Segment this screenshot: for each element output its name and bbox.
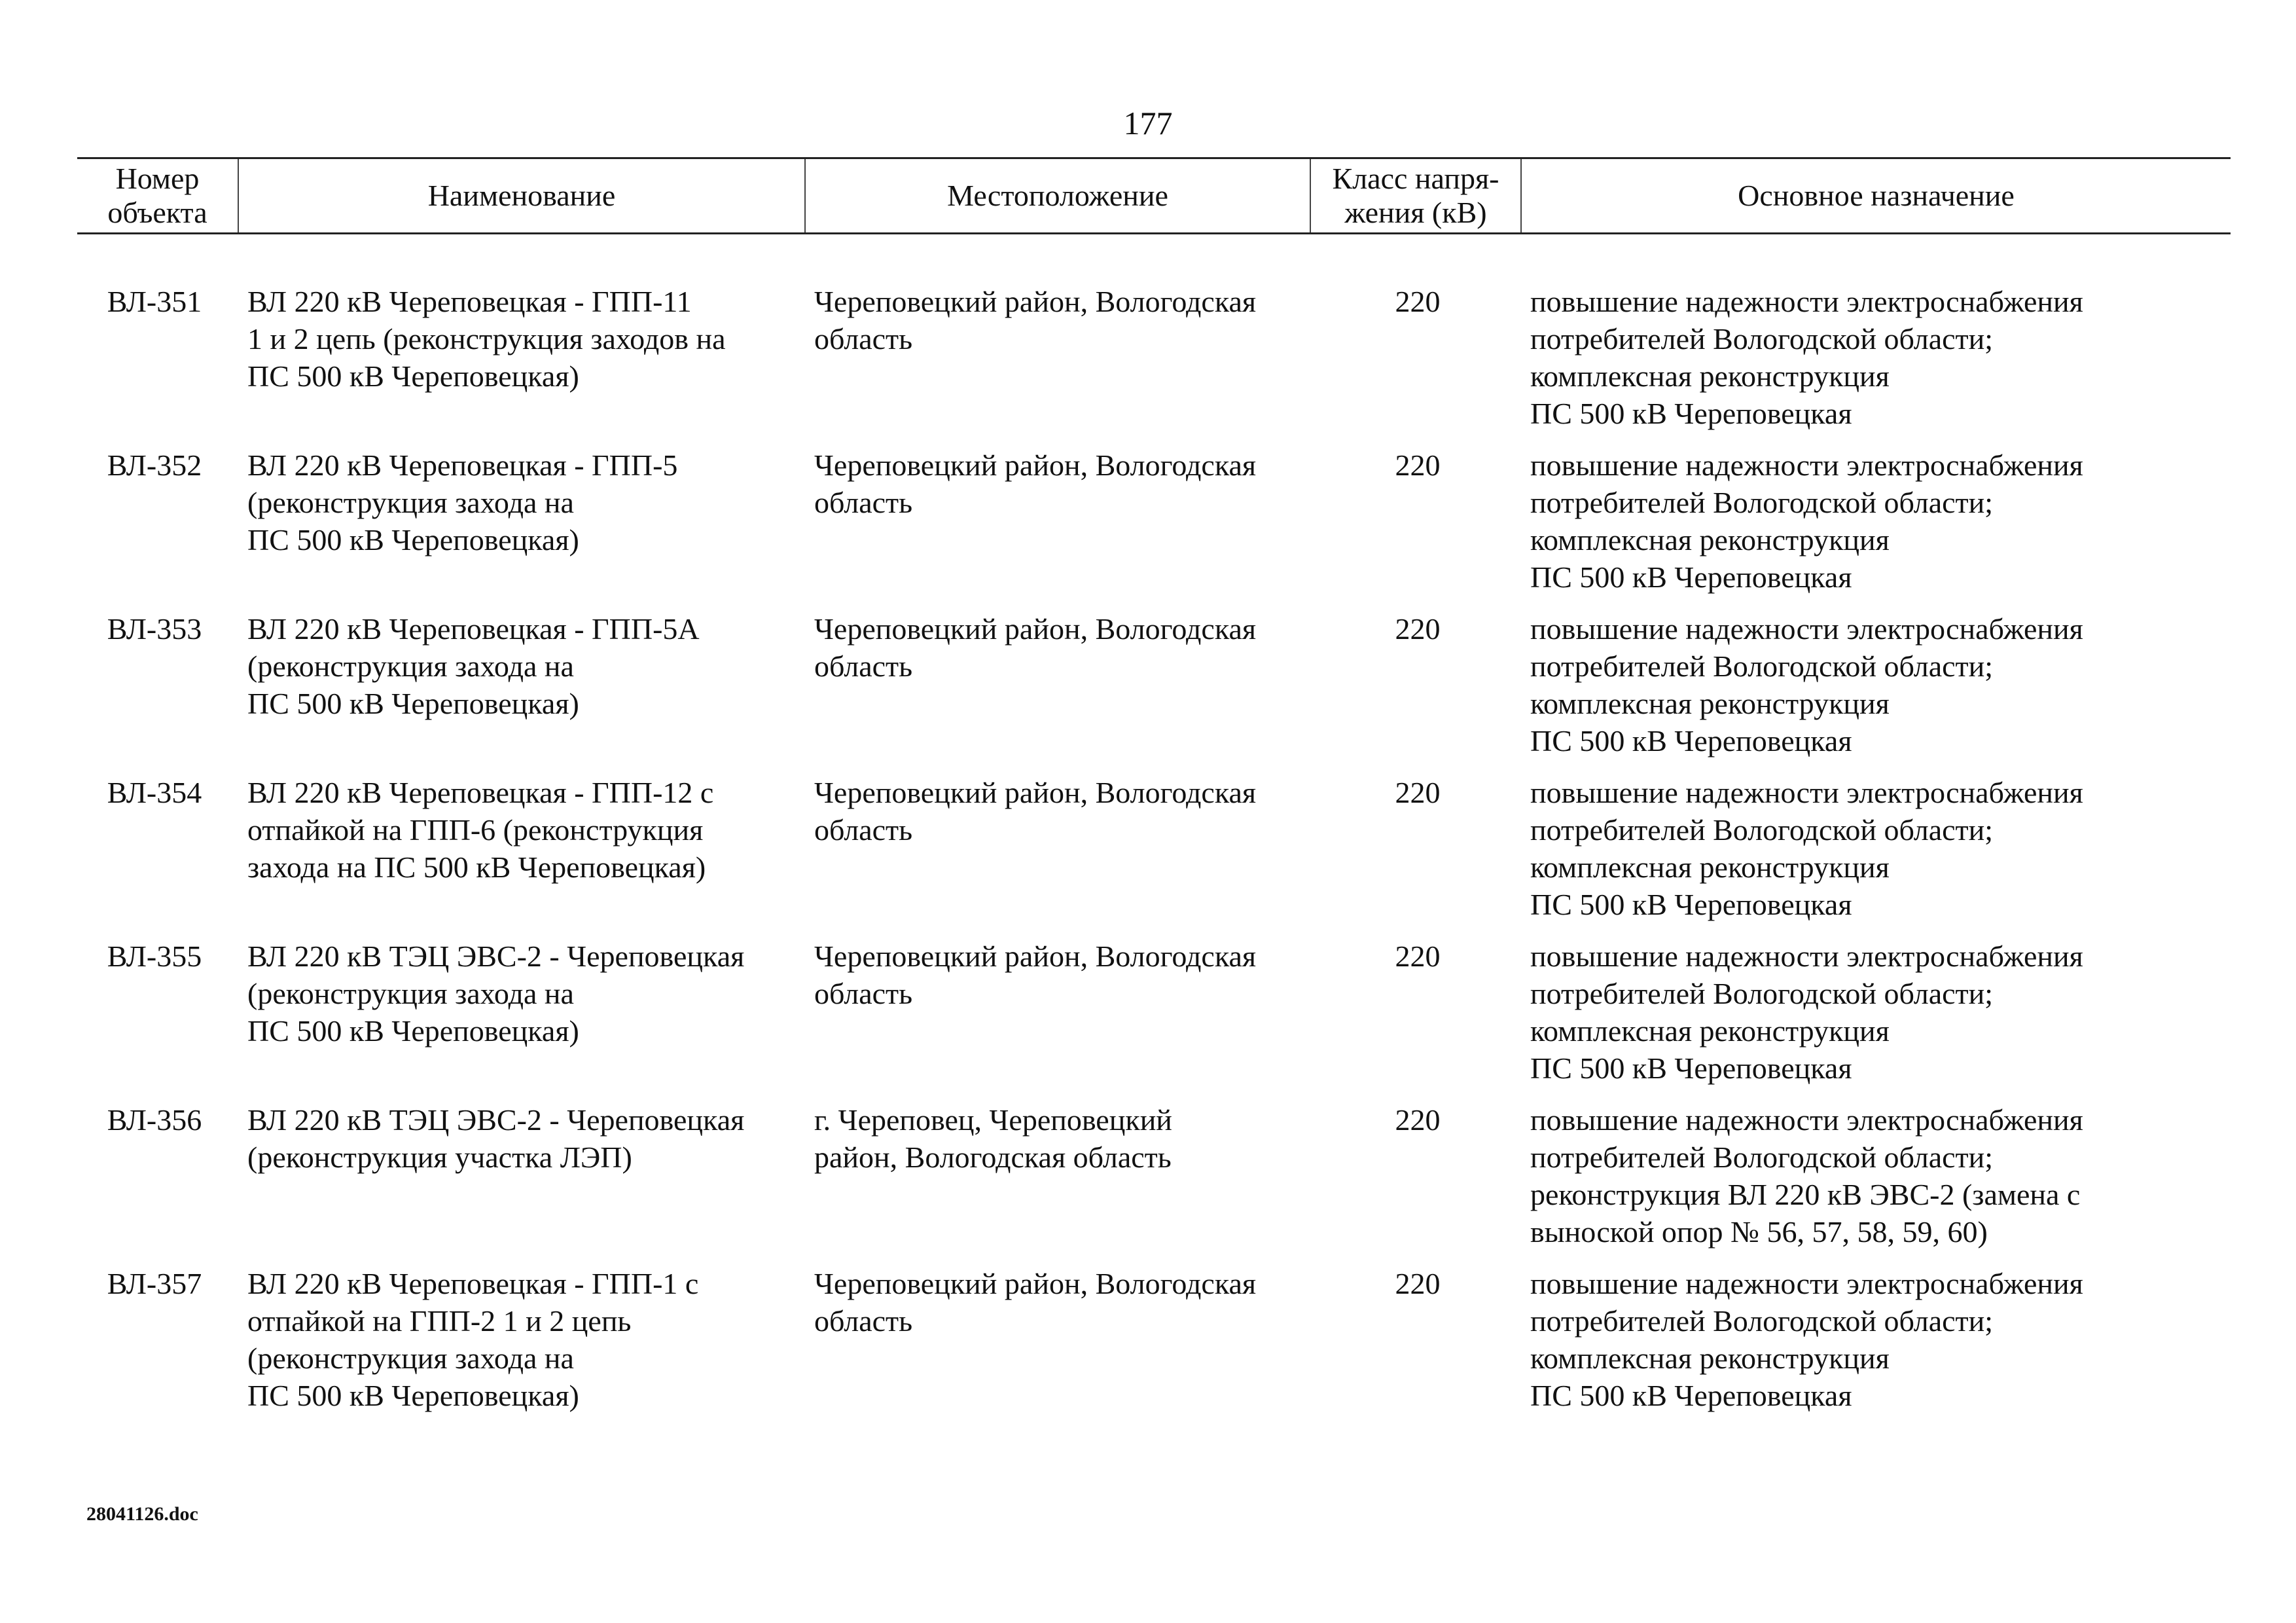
object-name-line: ВЛ 220 кВ ТЭЦ ЭВС-2 - Череповецкая [247, 1103, 745, 1137]
object-number: ВЛ-356 [107, 1103, 202, 1137]
object-purpose-line: комплексная реконструкция [1530, 850, 1890, 884]
object-purpose-line: повышение надежности электроснабжения [1530, 1103, 2083, 1137]
object-number: ВЛ-353 [107, 612, 202, 646]
object-location-line: Череповецкий район, Вологодская [814, 612, 1257, 646]
object-location-line: Череповецкий район, Вологодская [814, 776, 1257, 809]
object-purpose [1521, 610, 2231, 774]
object-name [238, 774, 805, 938]
table-row [77, 1265, 2231, 1429]
object-location [805, 938, 1310, 1101]
object-purpose-line: ПС 500 кВ Череповецкая [1530, 724, 1852, 757]
object-name [238, 1265, 805, 1429]
object-name [238, 610, 805, 774]
object-location-line: область [814, 649, 913, 683]
object-name-line: ВЛ 220 кВ Череповецкая - ГПП-1 с [247, 1267, 699, 1300]
header-number [77, 158, 238, 234]
header-name: Наименование [238, 158, 805, 234]
object-name-line: ВЛ 220 кВ Череповецкая - ГПП-5А [247, 612, 700, 646]
object-location [805, 447, 1310, 610]
object-name-line: ВЛ 220 кВ Череповецкая - ГПП-12 с [247, 776, 714, 809]
header-number-line: объекта [107, 196, 207, 229]
object-purpose-line: выноской опор № 56, 57, 58, 59, 60) [1530, 1215, 1988, 1249]
table-body [77, 234, 2231, 1429]
object-purpose-line: потребителей Вологодской области; [1530, 322, 1994, 356]
table-row [77, 610, 2231, 774]
object-name [238, 938, 805, 1101]
object-name-line: ВЛ 220 кВ Череповецкая - ГПП-5 [247, 448, 678, 482]
object-name-line: (реконструкция захода на [247, 486, 574, 519]
object-name [238, 1101, 805, 1265]
object-purpose-line: комплексная реконструкция [1530, 687, 1890, 720]
object-location-line: Череповецкий район, Вологодская [814, 1267, 1257, 1300]
object-location-line: область [814, 1304, 913, 1338]
object-purpose-line: ПС 500 кВ Череповецкая [1530, 888, 1852, 921]
object-purpose-line: ПС 500 кВ Череповецкая [1530, 560, 1852, 594]
object-number: ВЛ-352 [107, 448, 202, 482]
object-purpose-line: потребителей Вологодской области; [1530, 813, 1994, 847]
table-row [77, 283, 2231, 447]
object-number: ВЛ-355 [107, 939, 202, 973]
object-purpose-line: комплексная реконструкция [1530, 1341, 1890, 1375]
object-purpose-line: комплексная реконструкция [1530, 359, 1890, 393]
object-name-line: (реконструкция участка ЛЭП) [247, 1140, 632, 1174]
object-purpose-line: комплексная реконструкция [1530, 1014, 1890, 1048]
object-name-line: (реконструкция захода на [247, 977, 574, 1010]
table-row [77, 774, 2231, 938]
object-purpose [1521, 1101, 2231, 1265]
objects-table [77, 157, 2231, 1429]
object-purpose [1521, 1265, 2231, 1429]
voltage-class: 220 [1395, 939, 1441, 973]
object-location-line: Череповецкий район, Вологодская [814, 939, 1257, 973]
object-location-line: область [814, 486, 913, 519]
object-location-line: район, Вологодская область [814, 1140, 1172, 1174]
object-name-line: ПС 500 кВ Череповецкая) [247, 687, 579, 720]
header-voltage [1310, 158, 1521, 234]
object-location-line: Череповецкий район, Вологодская [814, 285, 1257, 318]
object-location-line: область [814, 813, 913, 847]
voltage-class: 220 [1395, 285, 1441, 318]
object-purpose-line: потребителей Вологодской области; [1530, 1140, 1994, 1174]
table-header [77, 158, 2231, 234]
object-location [805, 774, 1310, 938]
object-purpose-line: потребителей Вологодской области; [1530, 486, 1994, 519]
object-purpose-line: повышение надежности электроснабжения [1530, 776, 2083, 809]
object-purpose-line: ПС 500 кВ Череповецкая [1530, 397, 1852, 430]
object-name-line: ПС 500 кВ Череповецкая) [247, 1014, 579, 1048]
header-voltage-line: Класс напря- [1332, 162, 1499, 195]
object-purpose-line: повышение надежности электроснабжения [1530, 939, 2083, 973]
object-name [238, 283, 805, 447]
voltage-class: 220 [1395, 1103, 1441, 1137]
voltage-class: 220 [1395, 1267, 1441, 1300]
table-row [77, 447, 2231, 610]
object-name-line: (реконструкция захода на [247, 1341, 574, 1375]
object-name-line: 1 и 2 цепь (реконструкция заходов на [247, 322, 726, 356]
object-location [805, 1101, 1310, 1265]
object-name-line: ВЛ 220 кВ ТЭЦ ЭВС-2 - Череповецкая [247, 939, 745, 973]
header-voltage-line: жения (кВ) [1344, 196, 1487, 229]
object-name-line: ПС 500 кВ Череповецкая) [247, 359, 579, 393]
object-purpose [1521, 774, 2231, 938]
object-purpose [1521, 283, 2231, 447]
object-location [805, 610, 1310, 774]
object-number: ВЛ-351 [107, 285, 202, 318]
object-name-line: ПС 500 кВ Череповецкая) [247, 523, 579, 556]
object-location [805, 1265, 1310, 1429]
object-name-line: ВЛ 220 кВ Череповецкая - ГПП-11 [247, 285, 692, 318]
object-name-line: ПС 500 кВ Череповецкая) [247, 1379, 579, 1412]
object-purpose [1521, 447, 2231, 610]
object-location-line: г. Череповец, Череповецкий [814, 1103, 1172, 1137]
page-number: 177 [1123, 105, 1173, 141]
object-purpose-line: повышение надежности электроснабжения [1530, 612, 2083, 646]
header-number-line: Номер [115, 162, 200, 195]
object-location-line: область [814, 322, 913, 356]
object-name-line: отпайкой на ГПП-6 (реконструкция [247, 813, 704, 847]
header-location: Местоположение [805, 158, 1310, 234]
object-location-line: Череповецкий район, Вологодская [814, 448, 1257, 482]
object-number: ВЛ-357 [107, 1267, 202, 1300]
header-purpose: Основное назначение [1521, 158, 2231, 234]
object-name [238, 447, 805, 610]
object-number: ВЛ-354 [107, 776, 202, 809]
object-purpose-line: потребителей Вологодской области; [1530, 977, 1994, 1010]
table-row [77, 1101, 2231, 1265]
object-purpose-line: повышение надежности электроснабжения [1530, 448, 2083, 482]
object-purpose-line: комплексная реконструкция [1530, 523, 1890, 556]
header-spacer [77, 234, 2231, 283]
voltage-class: 220 [1395, 448, 1441, 482]
object-name-line: (реконструкция захода на [247, 649, 574, 683]
object-purpose-line: повышение надежности электроснабжения [1530, 285, 2083, 318]
object-purpose [1521, 938, 2231, 1101]
object-purpose-line: ПС 500 кВ Череповецкая [1530, 1379, 1852, 1412]
object-purpose-line: реконструкция ВЛ 220 кВ ЭВС-2 (замена с [1530, 1178, 2081, 1211]
object-purpose-line: повышение надежности электроснабжения [1530, 1267, 2083, 1300]
object-location-line: область [814, 977, 913, 1010]
table-row [77, 938, 2231, 1101]
object-purpose-line: потребителей Вологодской области; [1530, 649, 1994, 683]
object-purpose-line: потребителей Вологодской области; [1530, 1304, 1994, 1338]
object-name-line: отпайкой на ГПП-2 1 и 2 цепь [247, 1304, 632, 1338]
voltage-class: 220 [1395, 612, 1441, 646]
object-location [805, 283, 1310, 447]
file-name: 28041126.doc [86, 1503, 198, 1525]
voltage-class: 220 [1395, 776, 1441, 809]
object-name-line: захода на ПС 500 кВ Череповецкая) [247, 850, 706, 884]
object-purpose-line: ПС 500 кВ Череповецкая [1530, 1051, 1852, 1085]
